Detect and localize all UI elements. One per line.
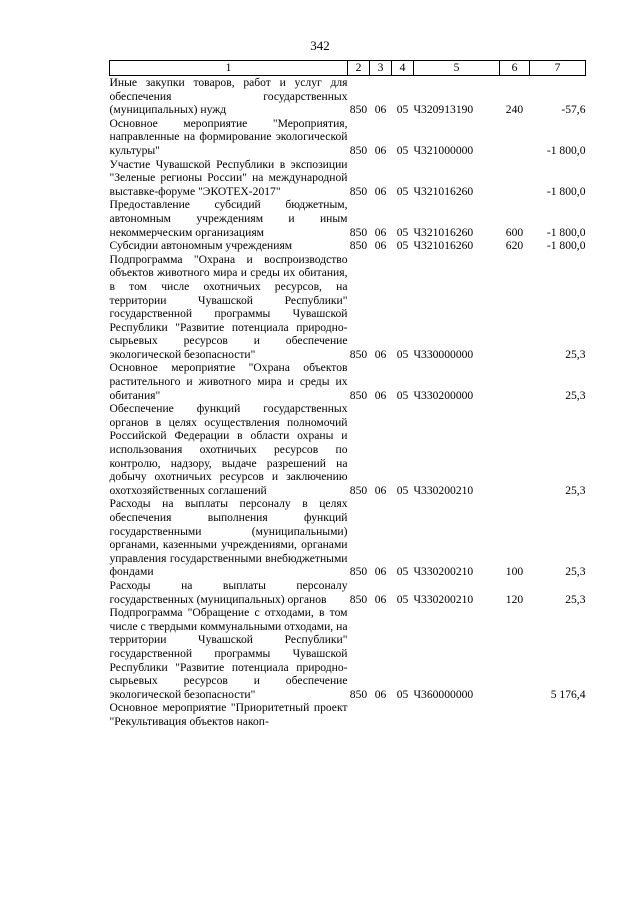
row-code-expense-type: [500, 402, 530, 497]
row-code-section: 06: [374, 388, 387, 402]
row-amount: 25,3: [565, 565, 586, 579]
page-number: 342: [310, 38, 330, 53]
row-code-expense-type: [500, 158, 530, 199]
table-row: [110, 497, 586, 579]
column-header: 2: [348, 61, 370, 76]
row-name: Основное мероприятие "Приоритетный проект "Рекультивация объектов накоп-: [109, 701, 348, 728]
row-code-subsection: 05: [396, 687, 409, 701]
table-row: [110, 158, 586, 199]
row-amount: -57,6: [561, 103, 586, 117]
row-code-admin: 850: [349, 143, 368, 157]
row-code-section: 06: [374, 592, 387, 606]
row-code-subsection: 05: [396, 347, 409, 361]
row-amount: -1 800,0: [546, 239, 586, 253]
row-name: Иные закупки товаров, работ и услуг для обеспечения государственных (муниципальных) нужд: [109, 76, 348, 117]
row-code-target: Ч321016260: [413, 184, 474, 198]
row-code-expense-type: [500, 606, 530, 701]
row-name: Подпрограмма "Охрана и воспроизводство объектов животного мира и среды их обитания, в том числе охотничьих ресурсов, на территории Чувашской Республики" государственной программы Чувашской Республики "Развитие потенциала природно-сырьевых ресурсов и обеспечение экологической безопасности": [109, 252, 348, 361]
row-code-expense-type: 600: [505, 225, 524, 239]
row-code-target: Ч321016260: [413, 225, 474, 239]
column-header: 6: [500, 61, 530, 76]
table-row: [110, 606, 586, 701]
row-code-section: 06: [374, 565, 387, 579]
row-code-subsection: 05: [396, 184, 409, 198]
row-code-subsection: 05: [396, 388, 409, 402]
row-amount: 25,3: [565, 592, 586, 606]
row-name: Подпрограмма "Обращение с отходами, в том числе с твердыми коммунальными отходами, на территории Чувашской Республики" государственной программы Чувашской Республики "Развитие потенциала природно-сырьевых ресурсов и обеспечение экологической безопасности": [109, 606, 348, 701]
row-code-target: Ч360000000: [413, 687, 474, 701]
row-code-subsection: 05: [396, 225, 409, 239]
table-header-row: [110, 61, 586, 76]
table-row: [110, 253, 586, 362]
row-amount: -1 800,0: [546, 184, 586, 198]
row-code-section: 06: [374, 483, 387, 497]
row-code-target: Ч321000000: [413, 143, 474, 157]
row-code-expense-type: [500, 253, 530, 362]
row-amount: 5 176,4: [550, 687, 586, 701]
row-code-section: [370, 701, 392, 728]
row-code-expense-type: 120: [505, 592, 524, 606]
row-amount: 25,3: [565, 388, 586, 402]
row-amount: 25,3: [565, 347, 586, 361]
table-row: [110, 701, 586, 728]
row-code-target: [414, 701, 500, 728]
table-row: [110, 361, 586, 402]
column-header: 4: [392, 61, 414, 76]
row-name: Участие Чувашской Республики в экспозиции "Зеленые регионы России" на международной выставке-форуме "ЭКОТЕХ-2017": [109, 157, 348, 198]
row-code-section: 06: [374, 225, 387, 239]
row-amount: [530, 701, 586, 728]
row-code-subsection: [392, 701, 414, 728]
row-code-target: Ч320913190: [413, 103, 474, 117]
row-code-section: 06: [374, 184, 387, 198]
table-row: [110, 117, 586, 158]
row-name: Основное мероприятие "Охрана объектов растительного и животного мира и среды их обитания": [109, 361, 348, 402]
column-header: 3: [370, 61, 392, 76]
row-code-target: Ч330000000: [413, 347, 474, 361]
table-row: [110, 198, 586, 239]
row-amount: -1 800,0: [546, 143, 586, 157]
column-header: 1: [110, 61, 348, 76]
row-amount: 25,3: [565, 483, 586, 497]
row-code-subsection: 05: [396, 592, 409, 606]
row-code-admin: 850: [349, 687, 368, 701]
row-code-admin: 850: [349, 483, 368, 497]
row-code-admin: 850: [349, 225, 368, 239]
column-header: 5: [414, 61, 500, 76]
table-row: [110, 239, 586, 253]
row-code-admin: 850: [349, 103, 368, 117]
row-code-section: 06: [374, 687, 387, 701]
row-code-expense-type: [500, 361, 530, 402]
budget-table: [109, 60, 586, 729]
row-amount: -1 800,0: [546, 225, 586, 239]
row-code-target: Ч330200210: [413, 565, 474, 579]
row-code-admin: 850: [349, 347, 368, 361]
row-code-expense-type: [500, 117, 530, 158]
row-name: Субсидии автономным учреждениям: [109, 239, 293, 253]
row-code-section: 06: [374, 239, 387, 253]
row-name: Расходы на выплаты персоналу государственных (муниципальных) органов: [109, 578, 348, 606]
row-name: Расходы на выплаты персоналу в целях обеспечения выполнения функций государственными (муниципальными) органами, казенными учреждениями, органами управления государственными внебюджетными фондами: [109, 497, 348, 579]
table-row: [110, 402, 586, 497]
row-code-subsection: 05: [396, 483, 409, 497]
row-code-subsection: 05: [396, 103, 409, 117]
column-header: 7: [530, 61, 586, 76]
row-name: Основное мероприятие "Мероприятия, направленные на формирование экологической культуры": [109, 116, 348, 157]
row-code-subsection: 05: [396, 143, 409, 157]
row-code-target: Ч330200210: [413, 592, 474, 606]
row-code-subsection: 05: [396, 565, 409, 579]
row-name: Предоставление субсидий бюджетным, автономным учреждениям и иным некоммерческим организациям: [109, 198, 348, 239]
table-row: [110, 76, 586, 117]
row-code-target: Ч330200210: [413, 483, 474, 497]
row-code-expense-type: 620: [505, 239, 524, 253]
row-name: Обеспечение функций государственных органов в целях осуществления полномочий Российской Федерации в области охраны и использования охотничьих ресурсов по контролю, надзору, выдаче разрешений на добычу охотничьих ресурсов и заключению охотхозяйственных соглашений: [109, 402, 348, 497]
table-row: [110, 579, 586, 606]
row-code-admin: 850: [349, 592, 368, 606]
row-code-admin: 850: [349, 184, 368, 198]
row-code-admin: 850: [349, 388, 368, 402]
row-code-admin: 850: [349, 565, 368, 579]
row-code-section: 06: [374, 143, 387, 157]
row-code-expense-type: 240: [505, 103, 524, 117]
row-code-expense-type: 100: [505, 565, 524, 579]
row-code-admin: 850: [349, 239, 368, 253]
row-code-target: Ч330200000: [413, 388, 474, 402]
row-code-expense-type: [500, 701, 530, 728]
row-code-target: Ч321016260: [413, 239, 474, 253]
row-code-section: 06: [374, 103, 387, 117]
row-code-admin: [348, 701, 370, 728]
row-code-section: 06: [374, 347, 387, 361]
row-code-subsection: 05: [396, 239, 409, 253]
